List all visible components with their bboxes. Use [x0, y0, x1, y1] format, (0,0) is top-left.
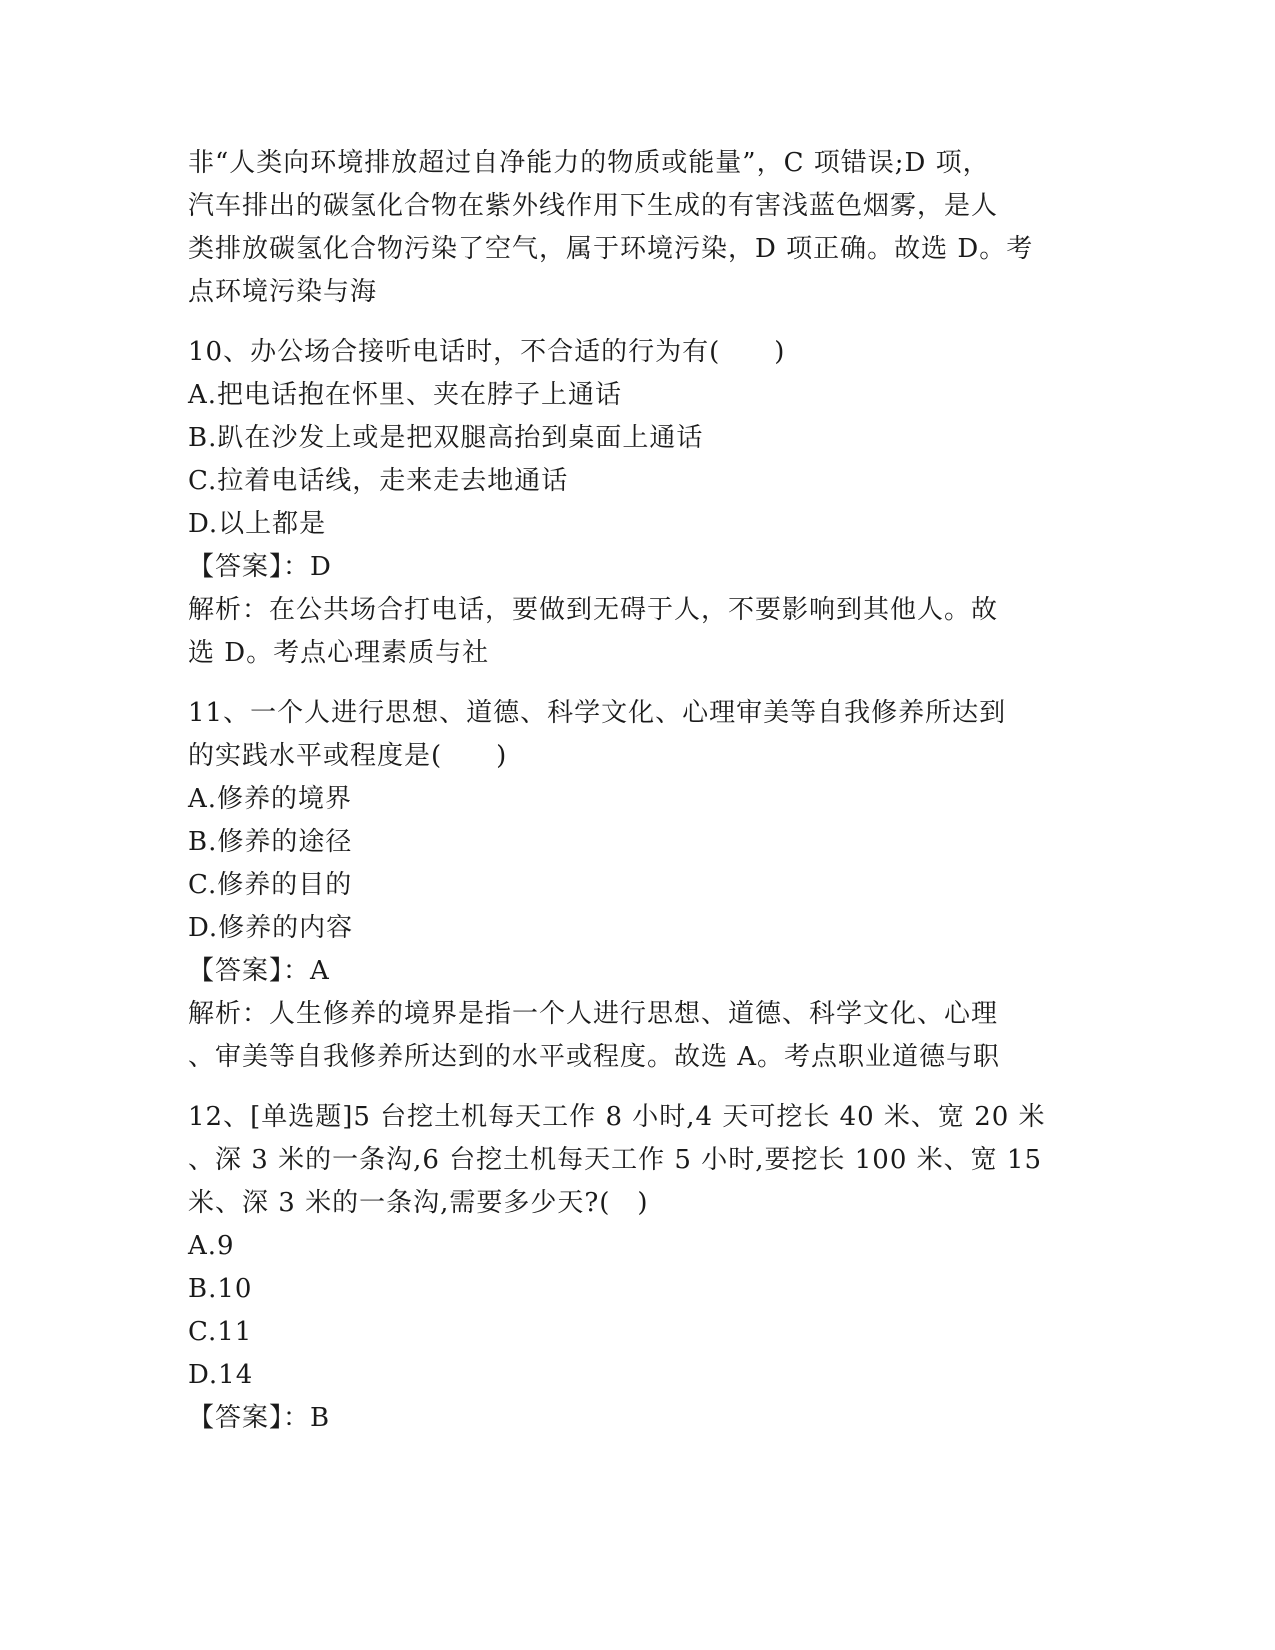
analysis-line: 解析：在公共场合打电话，要做到无碍于人，不要影响到其他人。故: [188, 595, 999, 625]
option-d: D.修养的内容: [188, 913, 354, 943]
option-a: A.修养的境界: [188, 784, 353, 814]
intro-line: 非“人类向环境排放超过自净能力的物质或能量”，C 项错误;D 项，: [188, 148, 990, 178]
question-stem: 、深 3 米的一条沟,6 台挖土机每天工作 5 小时,要挖长 100 米、宽 15: [188, 1145, 1042, 1175]
option-d: D.14: [188, 1360, 254, 1390]
option-c: C.拉着电话线，走来走去地通话: [188, 466, 569, 496]
analysis-line: 选 D。考点心理素质与社: [188, 638, 490, 668]
option-a: A.9: [188, 1231, 235, 1261]
option-c: C.修养的目的: [188, 870, 353, 900]
option-b: B.10: [188, 1274, 253, 1304]
analysis-line: 、审美等自我修养所达到的水平或程度。故选 A。考点职业道德与职: [188, 1042, 1001, 1072]
question-11: [188, 692, 1078, 1079]
question-stem: 12、[单选题]5 台挖土机每天工作 8 小时,4 天可挖长 40 米、宽 20 米: [188, 1102, 1046, 1132]
option-b: B.趴在沙发上或是把双腿高抬到桌面上通话: [188, 423, 704, 453]
question-12: [188, 1096, 1078, 1440]
option-c: C.11: [188, 1317, 253, 1347]
question-stem: 10、办公场合接听电话时，不合适的行为有( ): [188, 337, 786, 367]
spacer: [188, 314, 1078, 331]
intro-line: 汽车排出的碳氢化合物在紫外线作用下生成的有害浅蓝色烟雾，是人: [188, 191, 999, 221]
intro-line: 类排放碳氢化合物污染了空气，属于环境污染，D 项正确。故选 D。考: [188, 234, 1034, 264]
question-stem: 米、深 3 米的一条沟,需要多少天?( ): [188, 1188, 649, 1218]
answer-line: 【答案】：D: [188, 552, 332, 582]
option-b: B.修养的途径: [188, 827, 353, 857]
answer-line: 【答案】：B: [188, 1403, 331, 1433]
analysis-line: 解析：人生修养的境界是指一个人进行思想、道德、科学文化、心理: [188, 999, 999, 1029]
spacer: [188, 1079, 1078, 1096]
answer-line: 【答案】：A: [188, 956, 330, 986]
option-d: D.以上都是: [188, 509, 327, 539]
intro-line: 点环境污染与海: [188, 277, 378, 307]
question-10: [188, 331, 1078, 675]
intro-paragraph: [188, 142, 1078, 314]
question-stem: 的实践水平或程度是( ): [188, 741, 508, 771]
spacer: [188, 675, 1078, 692]
option-a: A.把电话抱在怀里、夹在脖子上通话: [188, 380, 623, 410]
question-stem: 11、一个人进行思想、道德、科学文化、心理审美等自我修养所达到: [188, 698, 1007, 728]
document-content: [188, 142, 1078, 1440]
